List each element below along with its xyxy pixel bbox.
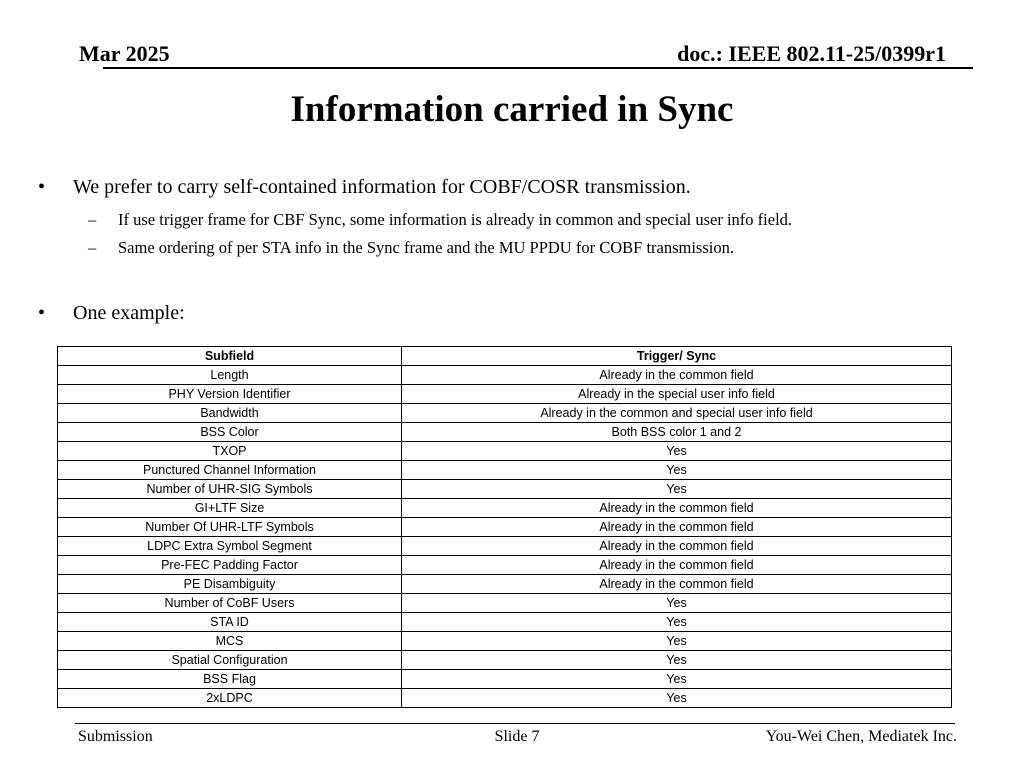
table-row	[58, 670, 952, 689]
column-header-trigger-sync: Trigger/ Sync	[402, 347, 952, 366]
footer-author: You-Wei Chen, Mediatek Inc.	[765, 728, 957, 745]
table-row	[58, 366, 952, 385]
sub-bullet-text: Same ordering of per STA info in the Sync frame and the MU PPDU for COBF transmission.	[118, 238, 734, 257]
sub-bullet-marker: –	[88, 210, 97, 229]
header-date: Mar 2025	[79, 41, 170, 66]
subfield-cell: BSS Flag	[58, 670, 402, 689]
trigger-sync-cell: Yes	[402, 480, 952, 499]
trigger-sync-cell: Already in the common field	[402, 556, 952, 575]
trigger-sync-cell: Yes	[402, 461, 952, 480]
trigger-sync-cell: Yes	[402, 594, 952, 613]
table-row	[58, 651, 952, 670]
subfield-cell: PE Disambiguity	[58, 575, 402, 594]
sub-bullet-text: If use trigger frame for CBF Sync, some information is already in common and special user info field.	[118, 210, 793, 229]
subfield-cell: LDPC Extra Symbol Segment	[58, 537, 402, 556]
subfield-cell: Length	[58, 366, 402, 385]
trigger-sync-cell: Yes	[402, 689, 952, 708]
subfield-cell: Punctured Channel Information	[58, 461, 402, 480]
slide-title: Information carried in Sync	[290, 89, 734, 130]
trigger-sync-cell: Already in the common field	[402, 366, 952, 385]
sub-bullet-marker: –	[88, 238, 97, 257]
table-row	[58, 499, 952, 518]
subfield-cell: Spatial Configuration	[58, 651, 402, 670]
subfield-cell: 2xLDPC	[58, 689, 402, 708]
table-row	[58, 556, 952, 575]
bullet-marker: •	[38, 176, 46, 198]
trigger-sync-cell: Already in the common field	[402, 537, 952, 556]
trigger-sync-cell: Already in the common field	[402, 518, 952, 537]
trigger-sync-cell: Yes	[402, 670, 952, 689]
footer-submission: Submission	[78, 728, 153, 745]
sync-info-table	[57, 346, 952, 708]
subfield-cell: STA ID	[58, 613, 402, 632]
table-row	[58, 518, 952, 537]
table-row	[58, 575, 952, 594]
subfield-cell: GI+LTF Size	[58, 499, 402, 518]
table-row	[58, 594, 952, 613]
header-divider	[103, 67, 973, 69]
table-row	[58, 461, 952, 480]
table-row	[58, 613, 952, 632]
footer-slide-number: Slide 7	[494, 728, 540, 745]
subfield-cell: MCS	[58, 632, 402, 651]
table-row	[58, 404, 952, 423]
trigger-sync-cell: Yes	[402, 442, 952, 461]
table-row	[58, 689, 952, 708]
trigger-sync-cell: Yes	[402, 632, 952, 651]
table-row	[58, 385, 952, 404]
header-doc-id: doc.: IEEE 802.11-25/0399r1	[677, 41, 946, 66]
bullet-marker: •	[38, 302, 46, 324]
table-row	[58, 480, 952, 499]
table-row	[58, 537, 952, 556]
trigger-sync-cell: Yes	[402, 651, 952, 670]
subfield-cell: Number of CoBF Users	[58, 594, 402, 613]
bullet-text: One example:	[73, 302, 185, 324]
trigger-sync-cell: Already in the special user info field	[402, 385, 952, 404]
trigger-sync-cell: Already in the common field	[402, 499, 952, 518]
trigger-sync-cell: Both BSS color 1 and 2	[402, 423, 952, 442]
column-header-subfield: Subfield	[58, 347, 402, 366]
table-header-row	[58, 347, 952, 366]
footer-divider	[75, 723, 955, 724]
subfield-cell: PHY Version Identifier	[58, 385, 402, 404]
trigger-sync-cell: Already in the common and special user info field	[402, 404, 952, 423]
subfield-cell: TXOP	[58, 442, 402, 461]
trigger-sync-cell: Yes	[402, 613, 952, 632]
subfield-cell: Number Of UHR-LTF Symbols	[58, 518, 402, 537]
subfield-cell: BSS Color	[58, 423, 402, 442]
table-row	[58, 423, 952, 442]
table-row	[58, 632, 952, 651]
subfield-cell: Bandwidth	[58, 404, 402, 423]
table-row	[58, 442, 952, 461]
bullet-text: We prefer to carry self-contained information for COBF/COSR transmission.	[73, 176, 691, 198]
trigger-sync-cell: Already in the common field	[402, 575, 952, 594]
subfield-cell: Pre-FEC Padding Factor	[58, 556, 402, 575]
subfield-cell: Number of UHR-SIG Symbols	[58, 480, 402, 499]
